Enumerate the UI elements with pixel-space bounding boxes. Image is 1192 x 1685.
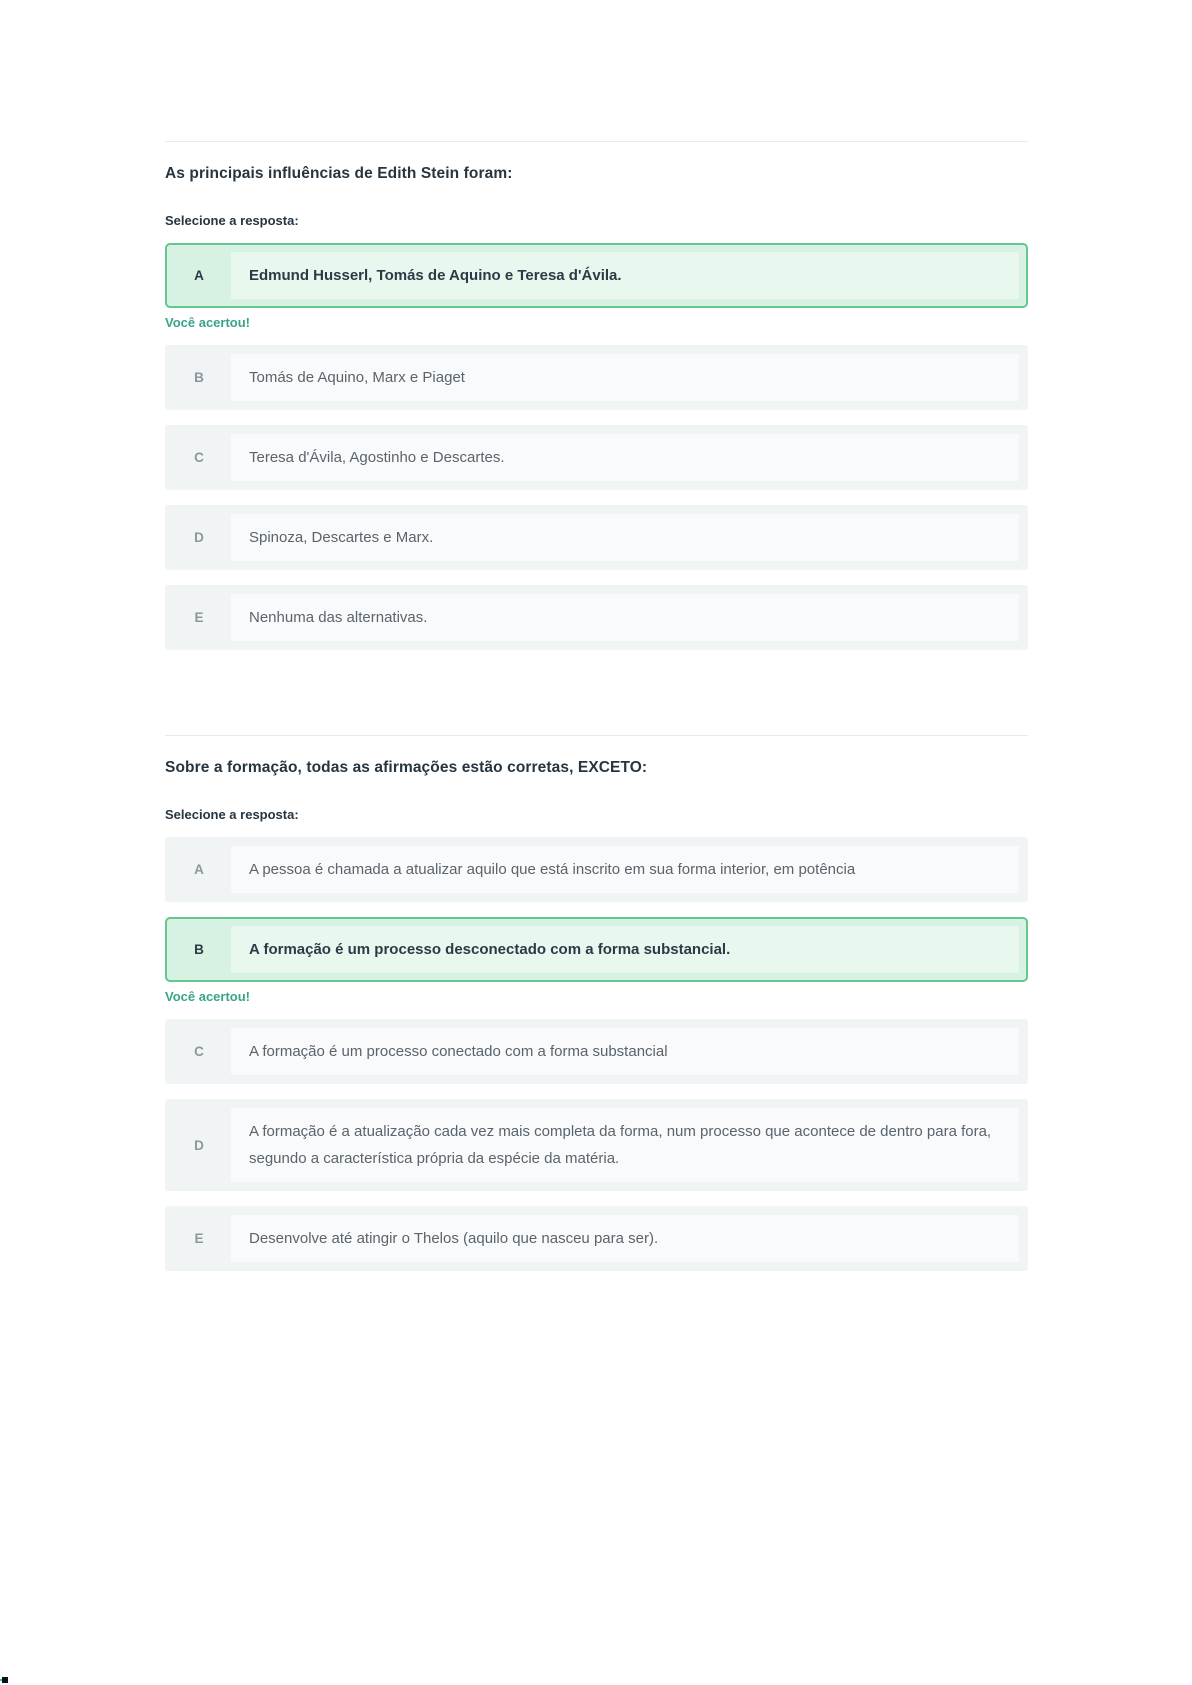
option-letter: D: [194, 1137, 204, 1153]
quiz-content: [165, 0, 1028, 1271]
answer-option-e[interactable]: [165, 585, 1028, 650]
option-text: Tomás de Aquino, Marx e Piaget: [231, 354, 1019, 401]
answer-option-wrap: [165, 345, 1028, 410]
option-letter: A: [194, 268, 204, 283]
select-answer-label: Selecione a resposta:: [165, 807, 299, 822]
option-text: A pessoa é chamada a atualizar aquilo que está inscrito em sua forma interior, em potência: [231, 846, 1019, 893]
option-letter: A: [194, 862, 204, 877]
option-text: Nenhuma das alternativas.: [231, 594, 1019, 641]
question-title: Sobre a formação, todas as afirmações estão corretas, EXCETO:: [165, 759, 648, 776]
answer-option-wrap: [165, 1099, 1028, 1191]
answer-option-b[interactable]: [165, 917, 1028, 982]
correct-feedback: Você acertou!: [165, 989, 251, 1004]
answer-option-e[interactable]: [165, 1206, 1028, 1271]
answer-option-wrap: [165, 1019, 1028, 1084]
page-corner-artifact: [2, 1677, 8, 1683]
correct-feedback: Você acertou!: [165, 315, 251, 330]
options-list: [165, 837, 1028, 1271]
option-text: Edmund Husserl, Tomás de Aquino e Teresa d'Ávila.: [231, 252, 1019, 299]
options-list: [165, 243, 1028, 650]
option-letter: B: [194, 370, 204, 385]
section-divider: [165, 735, 1028, 736]
option-letter: C: [194, 450, 204, 465]
answer-option-wrap: [165, 505, 1028, 570]
answer-option-wrap: [165, 1206, 1028, 1271]
answer-option-wrap: [165, 243, 1028, 330]
option-letter: B: [194, 942, 204, 957]
option-letter: D: [194, 530, 204, 545]
answer-option-wrap: [165, 917, 1028, 1004]
answer-option-wrap: [165, 425, 1028, 490]
option-text: A formação é a atualização cada vez mais completa da forma, num processo que acontece de dentro para fora, segundo a característica própria da espécie da matéria.: [231, 1108, 1019, 1182]
answer-option-wrap: [165, 837, 1028, 902]
question-block: [165, 735, 1028, 1271]
select-answer-label: Selecione a resposta:: [165, 213, 299, 228]
answer-option-b[interactable]: [165, 345, 1028, 410]
answer-option-d[interactable]: [165, 505, 1028, 570]
answer-option-c[interactable]: [165, 1019, 1028, 1084]
section-divider: [165, 141, 1028, 142]
option-text: Desenvolve até atingir o Thelos (aquilo que nasceu para ser).: [231, 1215, 1019, 1262]
question-block: [165, 141, 1028, 650]
answer-option-a[interactable]: [165, 837, 1028, 902]
option-letter: E: [194, 1231, 204, 1246]
answer-option-a[interactable]: [165, 243, 1028, 308]
answer-option-wrap: [165, 585, 1028, 650]
option-text: A formação é um processo conectado com a forma substancial: [231, 1028, 1019, 1075]
question-title: As principais influências de Edith Stein foram:: [165, 165, 513, 182]
option-letter: C: [194, 1044, 204, 1059]
option-text: A formação é um processo desconectado com a forma substancial.: [231, 926, 1019, 973]
option-text: Teresa d'Ávila, Agostinho e Descartes.: [231, 434, 1019, 481]
answer-option-c[interactable]: [165, 425, 1028, 490]
option-letter: E: [194, 610, 204, 625]
option-text: Spinoza, Descartes e Marx.: [231, 514, 1019, 561]
answer-option-d[interactable]: [165, 1099, 1028, 1191]
